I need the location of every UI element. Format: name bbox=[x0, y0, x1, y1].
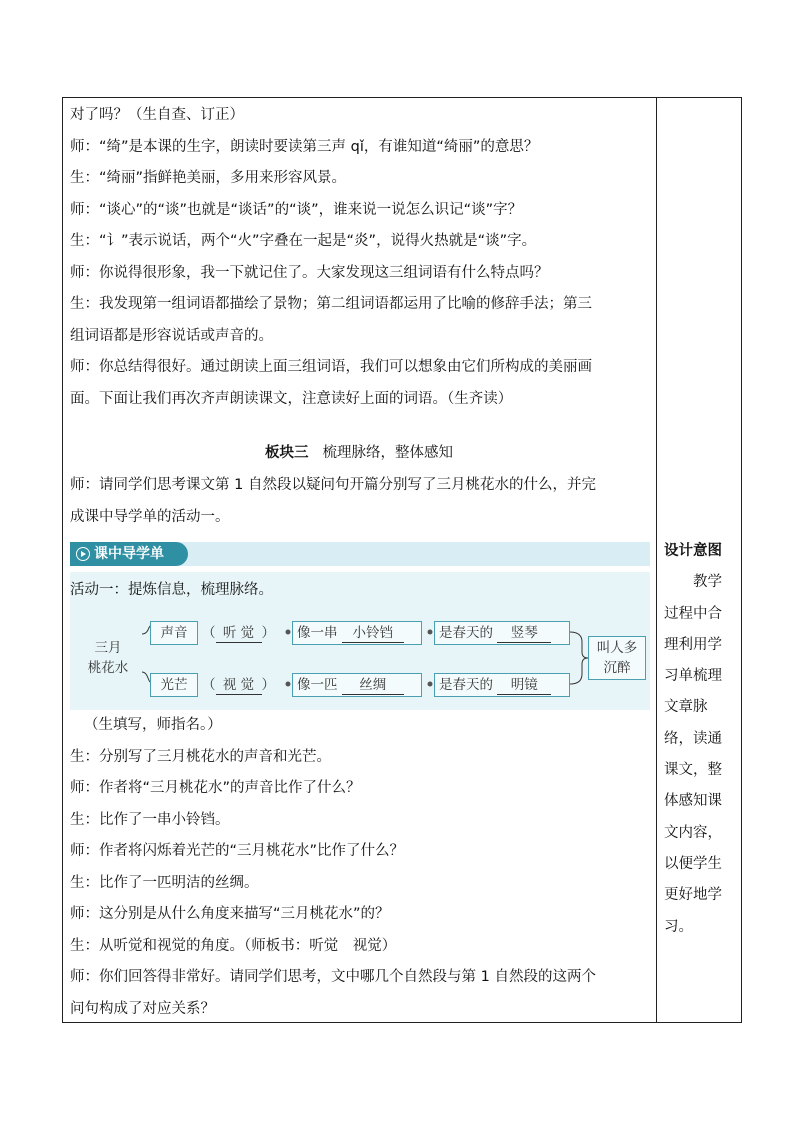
text-line: 生：比作了一串小铃铛。 bbox=[70, 811, 230, 828]
text-line: 面。下面让我们再次齐声朗读课文，注意读好上面的词语。（生齐读） bbox=[70, 390, 513, 407]
text-line: 师：这分别是从什么角度来描写“三月桃花水”的？ bbox=[70, 906, 390, 922]
season-answer: 明镜 bbox=[497, 676, 551, 695]
activity-panel bbox=[70, 572, 650, 710]
design-intent bbox=[664, 536, 736, 943]
text-line: 生：我发现第一组词语都描绘了景物；第二组词语都运用了比喻的修辞手法；第三 bbox=[70, 296, 592, 312]
simile-box bbox=[292, 621, 422, 645]
result-line-1: 叫人多 bbox=[596, 640, 638, 656]
season-box bbox=[434, 621, 570, 645]
season-prefix: 是春天的 bbox=[439, 625, 493, 641]
section-heading bbox=[62, 438, 656, 469]
dialogue-bottom bbox=[70, 710, 652, 1025]
text-line: 师：作者将闪烁着光芒的“三月桃花水”比作了什么？ bbox=[70, 843, 405, 859]
text-line: 生：从听觉和视觉的角度。（师板书：听觉 视觉） bbox=[70, 937, 397, 954]
text-line: 生：分别写了三月桃花水的声音和光芒。 bbox=[70, 748, 331, 765]
column-divider bbox=[656, 97, 657, 1023]
sense-answer: 视 觉 bbox=[216, 676, 262, 695]
text-line: 师：请同学们思考课文第 1 自然段以疑问句开篇分别写了三月桃花水的什么，并完 bbox=[70, 477, 596, 493]
design-intent-line: 更好地学 bbox=[664, 887, 722, 904]
section-label: 板块三 bbox=[265, 445, 309, 461]
design-intent-line: 习单梳理 bbox=[664, 668, 722, 685]
text-line: 师：“谈心”的“谈”也就是“谈话”的“谈”，谁来说一说怎么识记“谈”字？ bbox=[70, 201, 523, 218]
design-intent-title: 设计意图 bbox=[664, 543, 722, 559]
root-node bbox=[76, 638, 140, 678]
text-line: （生填写，师指名。） bbox=[84, 717, 222, 733]
sense-group bbox=[202, 622, 275, 644]
text-line: 成课中导学单的活动一。 bbox=[70, 508, 230, 525]
aspect-box: 声音 bbox=[150, 621, 198, 645]
simile-box bbox=[292, 673, 422, 697]
play-icon bbox=[76, 547, 90, 561]
text-line: 问句构成了对应关系？ bbox=[70, 1000, 215, 1017]
text-line: 师：作者将“三月桃花水”的声音比作了什么？ bbox=[70, 780, 361, 796]
design-intent-line: 过程中合 bbox=[664, 605, 722, 622]
dialogue-mid bbox=[70, 470, 652, 533]
text-line: 师：“绮”是本课的生字，朗读时要读第三声 qǐ，有谁知道“绮丽”的意思？ bbox=[70, 138, 539, 155]
paren-close: ） bbox=[261, 625, 275, 641]
worksheet-tag bbox=[70, 542, 188, 566]
season-answer: 竖琴 bbox=[497, 624, 551, 643]
sense-group bbox=[202, 674, 275, 696]
simile-prefix: 像一串 bbox=[297, 625, 338, 641]
simile-prefix: 像一匹 bbox=[297, 677, 338, 693]
design-intent-line: 以便学生 bbox=[664, 855, 722, 872]
design-intent-line: 习。 bbox=[664, 918, 693, 935]
dialogue-top bbox=[70, 100, 652, 415]
text-line: 生：比作了一匹明洁的丝绸。 bbox=[70, 874, 259, 891]
design-intent-line: 文章脉 bbox=[664, 699, 708, 716]
design-intent-line: 体感知课 bbox=[664, 793, 722, 810]
aspect-box: 光芒 bbox=[150, 673, 198, 697]
worksheet-label: 课中导学单 bbox=[94, 546, 164, 562]
result-line-2: 沉醉 bbox=[603, 660, 631, 676]
design-intent-line: 理利用学 bbox=[664, 636, 722, 653]
activity-title: 活动一：提炼信息，梳理脉络。 bbox=[70, 582, 273, 598]
season-box bbox=[434, 673, 570, 697]
result-box bbox=[588, 636, 646, 680]
design-intent-line: 络，读通 bbox=[664, 730, 722, 747]
paren-open: （ bbox=[202, 625, 216, 641]
sense-answer: 听 觉 bbox=[216, 624, 262, 643]
text-line: 师：你说得很形象，我一下就记住了。大家发现这三组词语有什么特点吗？ bbox=[70, 264, 549, 281]
text-line: 师：你们回答得非常好。请同学们思考，文中哪几个自然段与第 1 自然段的这两个 bbox=[70, 969, 596, 985]
text-line: 师：你总结得很好。通过朗读上面三组词语，我们可以想象由它们所构成的美丽画 bbox=[70, 359, 592, 375]
season-prefix: 是春天的 bbox=[439, 677, 493, 693]
text-line: 组词语都是形容说话或声音的。 bbox=[70, 327, 273, 344]
design-intent-line: 课文，整 bbox=[664, 762, 722, 779]
simile-answer: 小铃铛 bbox=[342, 624, 404, 643]
root-line-1: 三月 bbox=[94, 640, 122, 656]
root-line-2: 桃花水 bbox=[87, 660, 129, 676]
text-line: 生：“讠”表示说话，两个“火”字叠在一起是“炎”，说得火热就是“谈”字。 bbox=[70, 233, 537, 249]
text-line: 对了吗？（生自查、订正） bbox=[70, 107, 244, 123]
design-intent-line: 教学 bbox=[664, 574, 722, 591]
paren-close: ） bbox=[261, 677, 275, 693]
design-intent-line: 文内容， bbox=[664, 824, 722, 841]
simile-answer: 丝绸 bbox=[342, 676, 404, 695]
section-title: 梳理脉络，整体感知 bbox=[322, 445, 453, 461]
text-line: 生：“绮丽”指鲜艳美丽，多用来形容风景。 bbox=[70, 170, 347, 186]
paren-open: （ bbox=[202, 677, 216, 693]
